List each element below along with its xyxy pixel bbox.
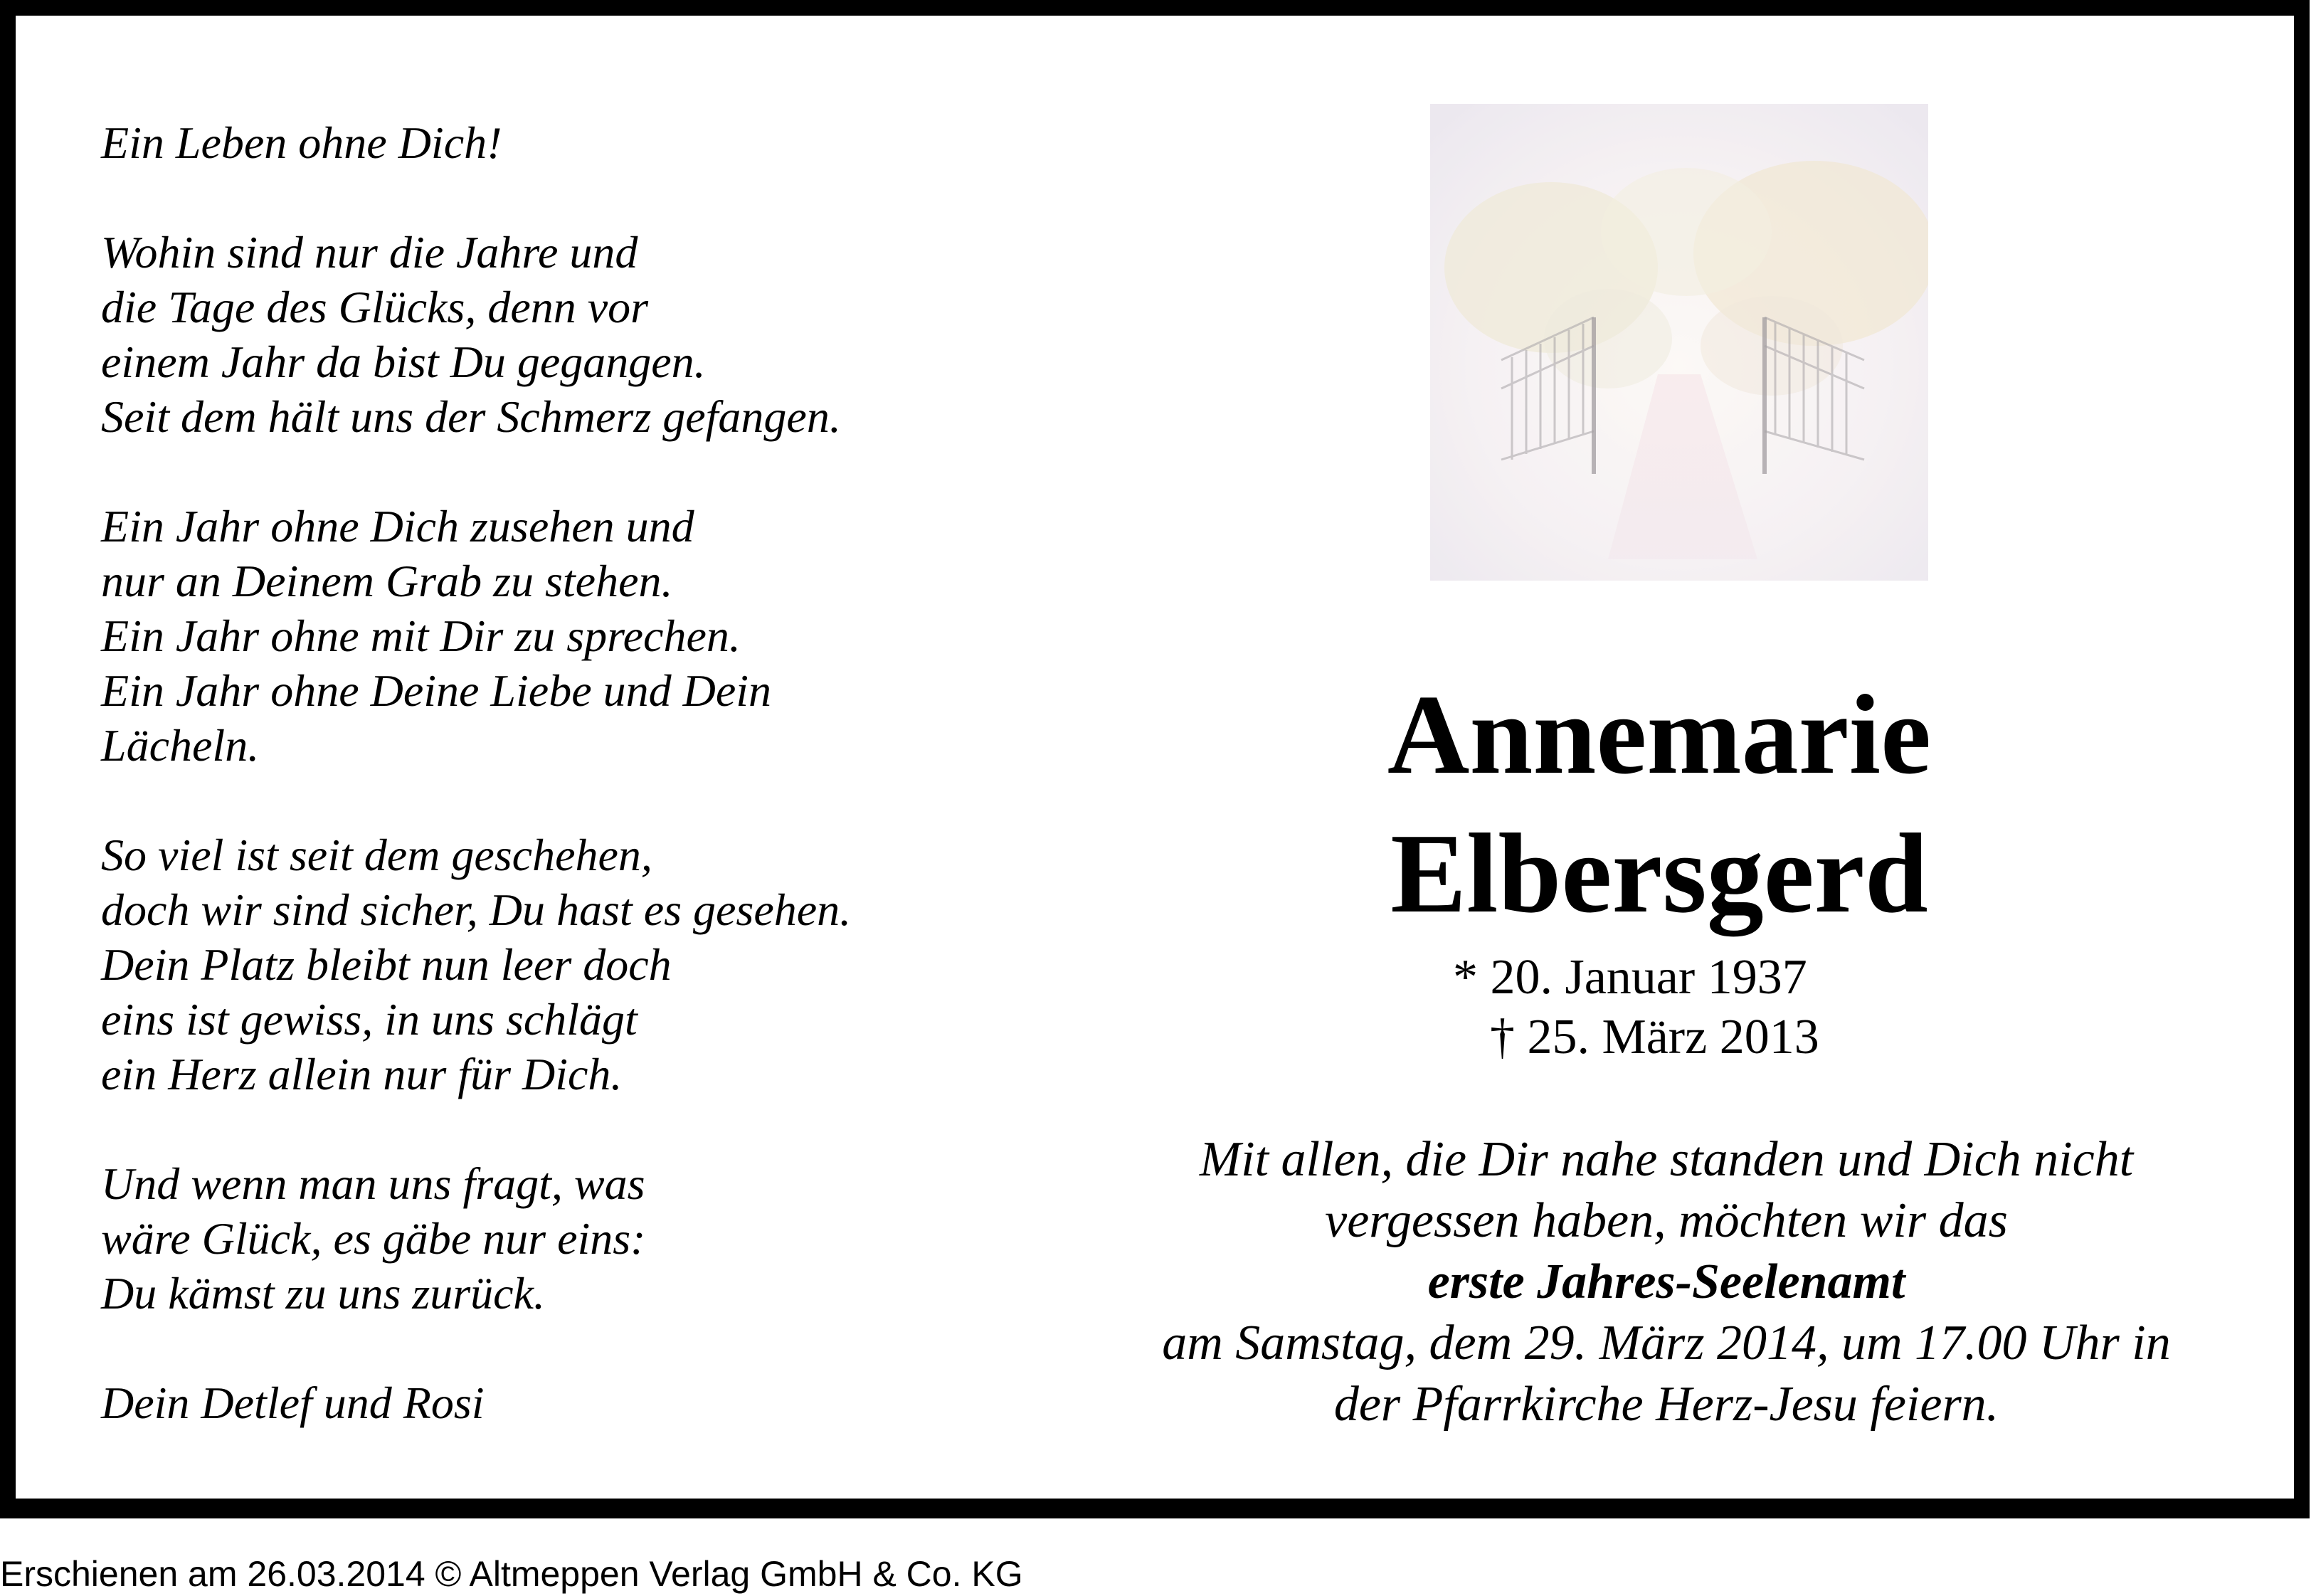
poem-title: Ein Leben ohne Dich!	[101, 117, 502, 168]
garden-gate-icon	[1430, 104, 1928, 581]
invitation-line: Mit allen, die Dir nahe standen und Dich nicht	[1199, 1132, 2134, 1187]
poem-line: nur an Deinem Grab zu stehen.	[101, 556, 673, 606]
stanza-gap	[101, 444, 1026, 499]
deceased-first-name: Annemarie	[1387, 671, 1932, 798]
poem	[101, 115, 1026, 1430]
poem-line: einem Jahr da bist Du gegangen.	[101, 337, 706, 387]
poem-line: doch wir sind sicher, Du hast es gesehen.	[101, 884, 852, 935]
life-dates	[1453, 948, 1819, 1067]
birth-date: * 20. Januar 1937	[1453, 950, 1807, 1005]
invitation-line: der Pfarrkirche Herz-Jesu feiern.	[1333, 1377, 1999, 1432]
poem-line: Ein Jahr ohne Dich zusehen und	[101, 501, 694, 551]
stanza-gap	[101, 170, 1026, 225]
stanza-gap	[101, 1101, 1026, 1156]
service-name: erste Jahres-Seelenamt	[1427, 1254, 1905, 1309]
deceased-last-name: Elbersgerd	[1390, 810, 1928, 936]
stanza-gap	[101, 1321, 1026, 1375]
poem-line: die Tage des Glücks, denn vor	[101, 282, 649, 332]
poem-line: Dein Platz bleibt nun leer doch	[101, 939, 672, 990]
publication-footer: Erschienen am 26.03.2014 © Altmeppen Verlag GmbH & Co. KG	[0, 1554, 1023, 1594]
poem-line: Und wenn man uns fragt, was	[101, 1158, 645, 1209]
poem-line: Du kämst zu uns zurück.	[101, 1268, 545, 1318]
invitation-line: vergessen haben, möchten wir das	[1325, 1193, 2008, 1248]
poem-line: Ein Jahr ohne Deine Liebe und Dein	[101, 665, 771, 716]
garden-gate-image	[1430, 104, 1928, 581]
poem-line: Lächeln.	[101, 720, 260, 771]
poem-line: Ein Jahr ohne mit Dir zu sprechen.	[101, 611, 741, 661]
poem-line: wäre Glück, es gäbe nur eins:	[101, 1213, 646, 1264]
death-date: † 25. März 2013	[1490, 1010, 1819, 1064]
poem-line: eins ist gewiss, in uns schlägt	[101, 994, 638, 1045]
poem-line: Wohin sind nur die Jahre und	[101, 227, 638, 278]
poem-signature: Dein Detlef und Rosi	[101, 1378, 485, 1428]
poem-line: So viel ist seit dem geschehen,	[101, 830, 652, 880]
poem-line: ein Herz allein nur für Dich.	[101, 1049, 623, 1099]
invitation-line: am Samstag, dem 29. März 2014, um 17.00 Uhr in	[1162, 1316, 2171, 1370]
invitation-text	[1083, 1129, 2250, 1435]
poem-line: Seit dem hält uns der Schmerz gefangen.	[101, 391, 841, 442]
stanza-gap	[101, 773, 1026, 828]
